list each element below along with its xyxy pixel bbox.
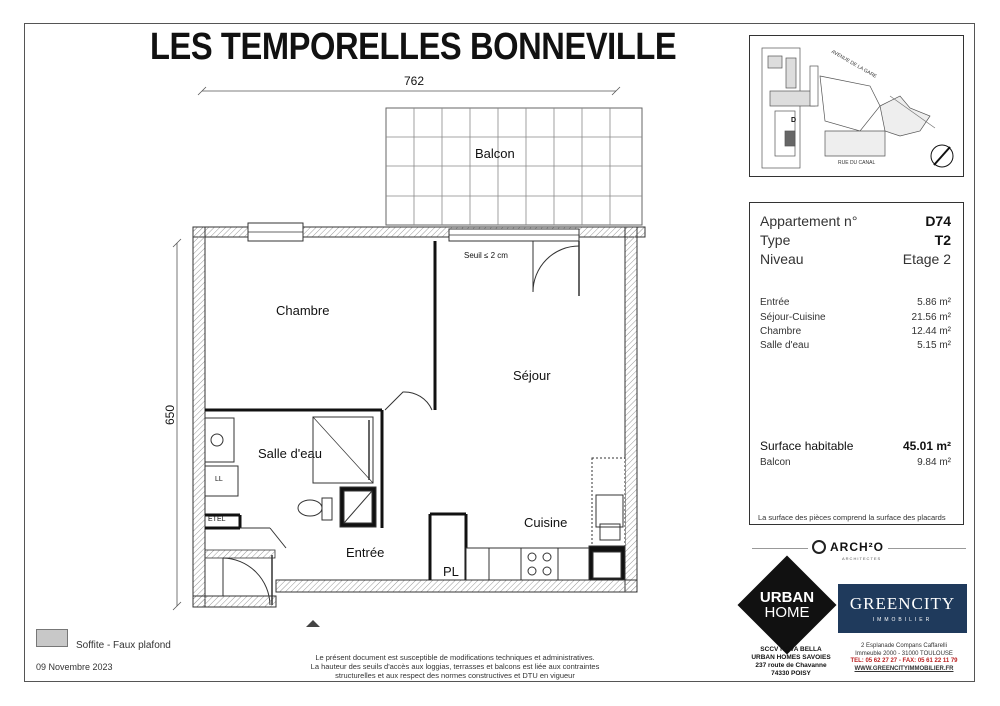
room-label-chambre: Chambre [276,303,330,318]
room-area-value: 5.15 m² [917,340,951,351]
room-label-entree: Entrée [346,545,385,560]
architect-name: ARCH²O [830,540,884,554]
plan-date: 09 Novembre 2023 [36,662,113,672]
room-area-value: 5.86 m² [917,297,951,308]
niveau-label: Niveau [760,251,804,267]
type-row [760,232,951,248]
architect-logo-icon [812,540,826,554]
room-label-pl: PL [443,564,459,579]
bathroom-fixtures [205,417,376,527]
urban-home-line2: HOME [764,604,810,621]
greencity-tel: TEL: 05 62 27 27 - FAX: 05 61 22 11 79 [850,658,958,664]
page-title: LES TEMPORELLES BONNEVILLE [150,26,677,68]
room-area-label: Chambre [760,326,802,337]
room-area-value: 21.56 m² [911,312,951,323]
room-area-label: Salle d'eau [760,340,810,351]
room-area-label: Séjour-Cuisine [760,312,826,323]
niveau-value: Etage 2 [902,251,951,267]
room-area-value: 12.44 m² [911,326,951,337]
entrance-arrow [306,620,320,627]
room-area-row [760,340,951,351]
soffite-swatch [36,629,68,647]
type-value: T2 [934,232,951,248]
label-ll: LL [215,476,223,483]
surface-value: 45.01 m² [902,439,951,453]
room-label-cuisine: Cuisine [524,515,568,530]
greencity-name-a: GREEN [849,594,912,613]
disclaimer-line: structurelles et aux respect des normes constructives et DTU en vigueur [335,671,575,680]
surface-note: La surface des pièces comprend la surface des placards [758,513,946,522]
greencity-addr1: 2 Esplanade Compans Caffarelli [861,643,947,649]
street-avenue-gare: AVENUE DE LA GARE [830,48,878,80]
type-label: Type [760,232,791,248]
width-dimension [198,87,620,95]
disclaimer-line: La hauteur des seuils d'accès aux loggias, terrasses et balcons est liée aux contraintes [310,662,600,671]
balcon-value: 9.84 m² [917,457,951,468]
balcon-row [760,457,951,468]
urban-home-company: URBAN HOMES SAVOIES [751,654,831,661]
appartement-label: Appartement n° [760,213,858,229]
height-dimension-label: 650 [163,404,177,425]
urban-home-sccv: SCCV NOVA BELLA [760,646,822,653]
greencity-name [838,594,967,614]
appartement-row [760,213,951,229]
greencity-web: WWW.GREENCITYIMMOBILIER.FR [854,665,954,672]
room-label-salle-deau: Salle d'eau [258,446,322,461]
location-keymap [749,35,964,177]
label-etel: ETEL [208,516,226,523]
surface-label: Surface habitable [760,439,854,453]
seuil-label: Seuil ≤ 2 cm [464,251,508,260]
architect-sub: ARCHITECTES [842,556,882,561]
balcon-label: Balcon [760,457,791,468]
disclaimer-line: Le présent document est susceptible de modifications techniques et administratives. [315,653,595,662]
room-label-balcon: Balcon [475,146,515,161]
block-letter: D [791,117,797,124]
greencity-address [838,643,970,673]
greencity-addr2: Immeuble 2000 - 31000 TOULOUSE [855,650,953,657]
interior-walls [205,241,466,580]
urban-home-logo-text [752,590,822,620]
street-rue-canal: RUE DU CANAL [838,160,876,166]
urban-home-city: 74330 POISY [771,670,811,677]
architect-logo [808,540,888,554]
urban-home-line1: URBAN [759,589,815,606]
width-dimension-label: 762 [404,74,425,88]
greencity-sub: IMMOBILIER [872,617,933,623]
urban-home-street: 237 route de Chavanne [755,662,827,669]
greencity-name-b: CITY [911,594,956,613]
surface-row [760,439,951,453]
room-area-row [760,312,951,323]
soffite-legend: Soffite - Faux plafond [76,640,171,651]
appartement-value: D74 [925,213,951,229]
urban-home-address [748,646,834,678]
room-area-label: Entrée [760,297,790,308]
room-area-row [760,326,951,337]
niveau-row [760,251,951,267]
room-label-sejour: Séjour [513,368,551,383]
greencity-logo [838,584,967,633]
room-area-row [760,297,951,308]
compass-icon [931,145,953,167]
disclaimer [300,653,610,680]
apartment-info-panel [749,202,964,525]
balcony [386,108,642,225]
